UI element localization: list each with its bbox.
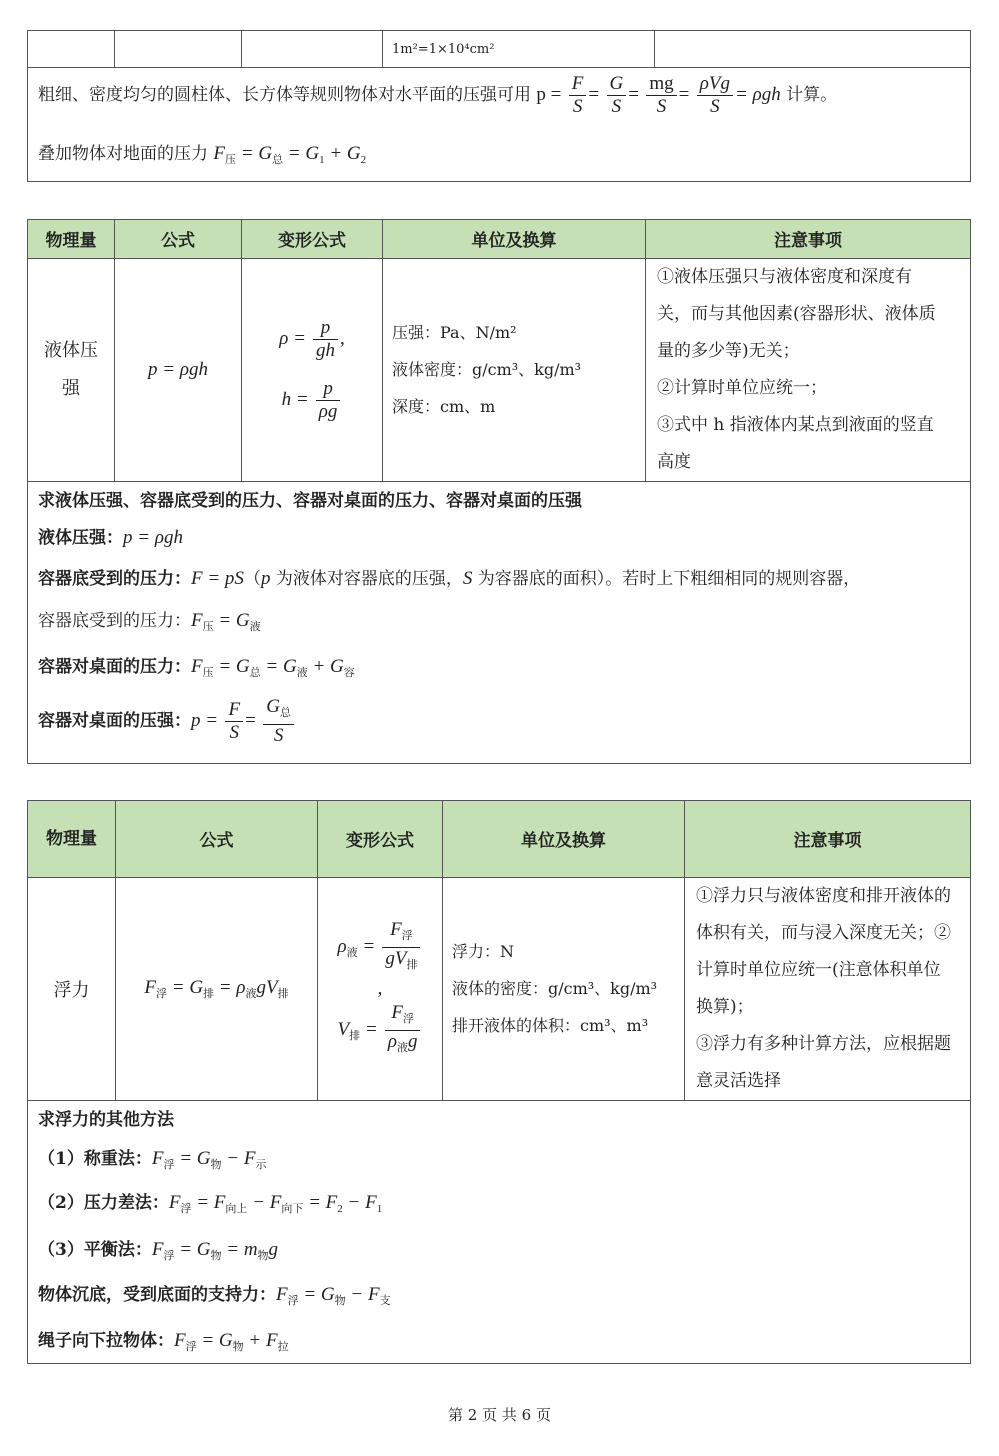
top-continuation-row [28,31,970,68]
liquid-notes-cell: ①液体压强只与液体密度和深度有 关，而与其他因素(容器形状、液体质 量的多少等)无关； ②计算时单位应统一； ③式中 h 指液体内某点到液面的竖直 高度 [646,258,971,482]
liquid-pressure-name: 液体压强 [28,258,115,482]
sink-support-line: 物体沉底，受到底面的支持力：$F_浮 = G_物 - F_支$ [38,1284,391,1307]
buoyancy-units-cell: 浮力：N 液体的密度：g/cm³、kg/m³ 排开液体的体积：cm³、m³ [443,877,685,1101]
liquid-pressure-line: 液体压强：p = ρgh [38,527,183,548]
stacked-object-force-line: 叠加物体对地面的压力 $F_压 = G_总 = G_1 + G_2$ [38,143,367,166]
page-footer: 第 2 页 共 6 页 [448,1406,551,1424]
method-balance-line: （3）平衡法：$F_浮 = G_物 = m_物g$ [38,1239,279,1262]
buoyancy-name: 浮力 [28,877,116,1101]
method-weighing-line: （1）称重法：$F_浮 = G_物 - F_示$ [38,1148,267,1171]
liquid-formula-cell: p = ρgh [115,258,242,482]
buoyancy-variant-cell: $\rho_液$ = $\frac{F_浮}{gV_排}$ , $V_排$ = $\frac{F_浮}{\rho_液g}$ [318,877,443,1101]
liquid-units-cell: 压强：Pa、N/m² 液体密度：g/cm³、kg/m³ 深度：cm、m [383,258,646,482]
buoyancy-details-title: 求浮力的其他方法 [38,1110,174,1130]
header-formula: 公式 [115,220,242,258]
liquid-pressure-block [27,219,971,764]
rope-pull-line: 绳子向下拉物体：$F_浮 = G_物 + F_拉$ [38,1330,289,1353]
buoyancy-block [27,800,971,1364]
header-variant: 变形公式 [242,220,383,258]
header-quantity: 物理量 [28,220,115,258]
header-formula-2: 公式 [116,801,318,877]
liquid-details-title: 求液体压强、容器底受到的压力、容器对桌面的压力、容器对桌面的压强 [38,491,582,511]
header-notes: 注意事项 [646,220,971,258]
buoyancy-formula-cell: $F_浮 = G_排 = \rho_液gV_排$ [116,877,318,1101]
header-units-2: 单位及换算 [443,801,685,877]
header-notes-2: 注意事项 [685,801,971,877]
header-quantity-2: 物理量 [28,801,116,877]
liquid-pressure-table [28,220,970,482]
method-pressure-diff-line: （2）压力差法：$F_浮 = F_{向上} - F_{向下} = F_2 - F_1$ [38,1192,383,1215]
regular-object-pressure-line: 粗细、密度均匀的圆柱体、长方体等规则物体对水平面的压强可用 p = $\frac{F}{S}$ = $\frac{G}{S}$ = $\frac{mg}{S}$ = $\frac{\text{ρVg}}{S}$ = ρgh 计算。 [38,73,838,117]
table-force-line: 容器对桌面的压力：$F_压 = G_总 = G_液 + G_容$ [38,656,355,679]
header-variant-2: 变形公式 [318,801,443,877]
buoyancy-notes-cell: ①浮力只与液体密度和排开液体的 体积有关，而与浸入深度无关；② 计算时单位应统一(注意体积单位 换算)； ③浮力有多种计算方法，应根据题 意灵活选择 [685,877,971,1101]
bottom-force-line: 容器底受到的压力：F = pS（p 为液体对容器底的压强，S 为容器底的面积）。若时上下粗细相同的规则容器， [38,568,861,589]
header-units: 单位及换算 [383,220,646,258]
liquid-variant-cell: ρ = $\frac{p}{gh}$ , h = $\frac{p}{\rho g}$ [242,258,383,482]
buoyancy-table [28,801,970,1101]
bottom-force-regular-line: 容器底受到的压力：$F_压 = G_液$ [38,610,261,633]
table-pressure-line: 容器对桌面的压强：p = $\frac{F}{S}$ = $\frac{G_总}{S}$ [38,696,296,747]
top-table-block [27,30,971,182]
unit-conversion-cell: 1m²=1×10⁴cm² [383,31,655,68]
